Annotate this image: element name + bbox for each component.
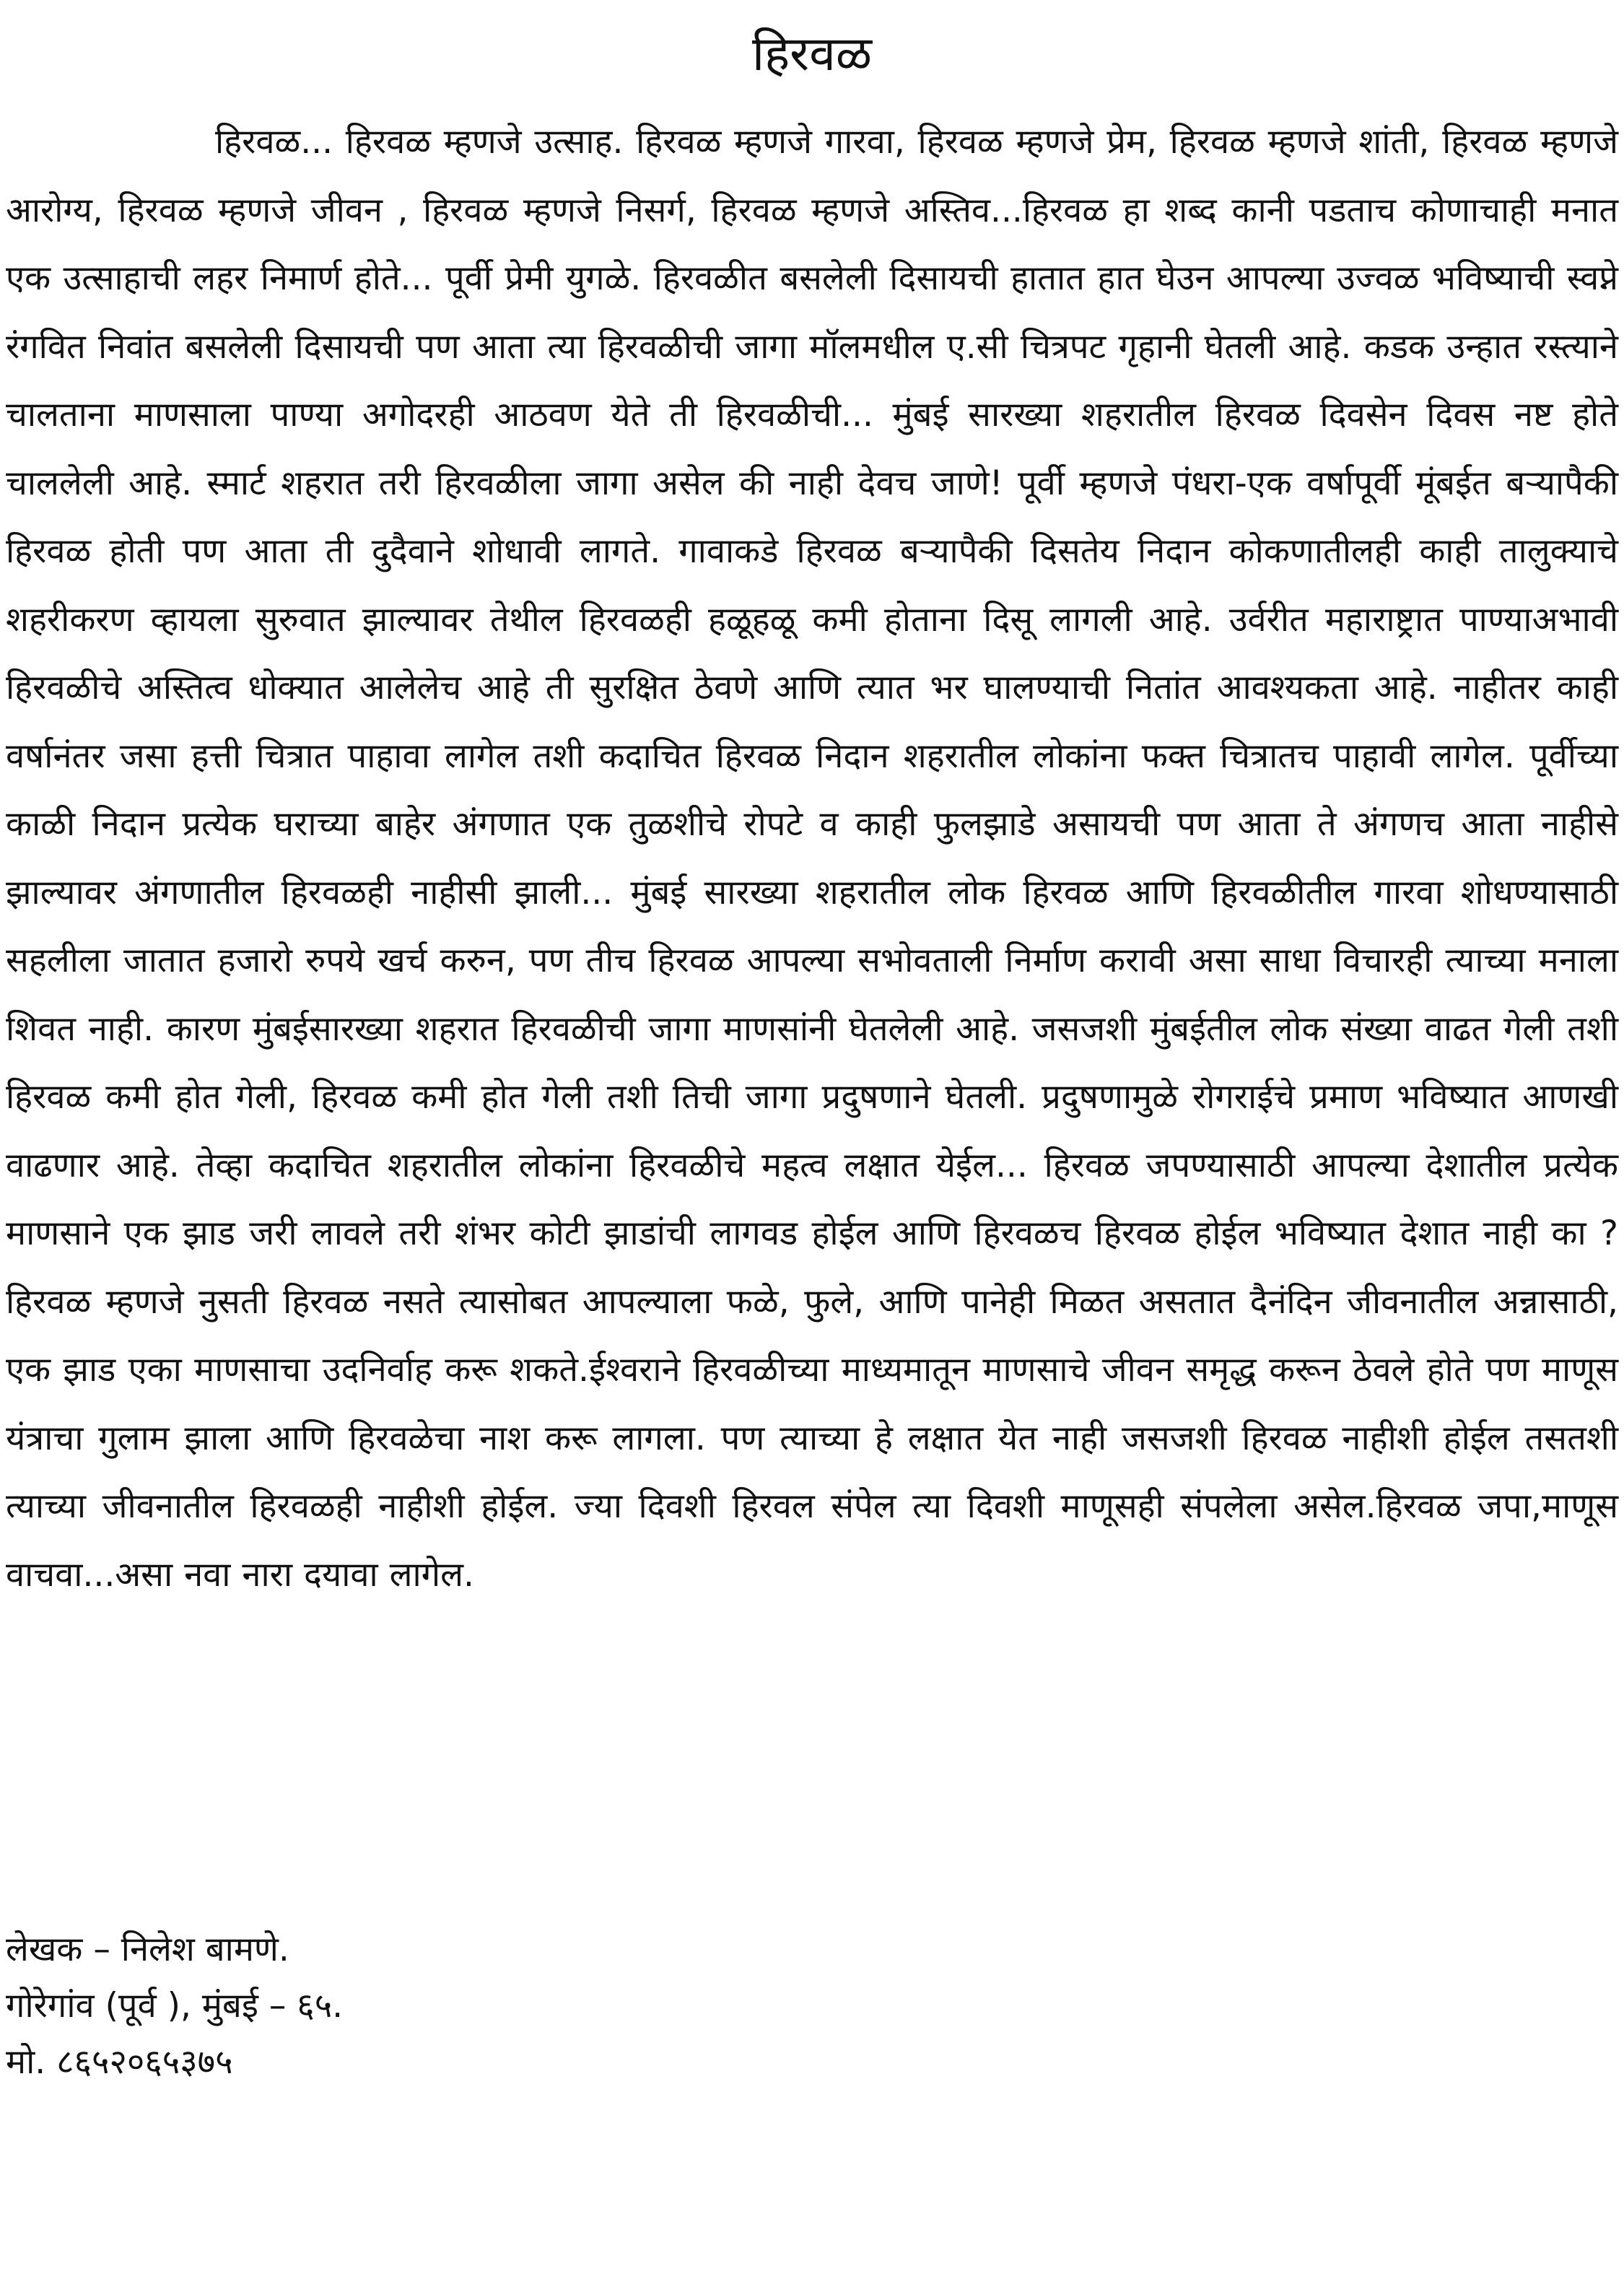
author-line: लेखक – निलेश बामणे. [6,1930,289,1969]
body-paragraph: हिरवळ... हिरवळ म्हणजे उत्साह. हिरवळ म्हणजे गारवा, हिरवळ म्हणजे प्रेम, हिरवळ म्हणजे शांती, हिरवळ म्हणजे आरोग्य, हिरवळ म्हणजे जीवन , हिरवळ म्हणजे निसर्ग, हिरवळ म्हणजे अस्तिव...हिरवळ हा शब्द कानी पडताच कोणाचाही मनात एक उत्साहाची लहर निमार्ण होते... पूर्वी प्रेमी युगळे. हिरवळीत बसलेली दिसायची हातात हात घेउन आपल्या उज्वळ भविष्याची स्वप्ने रंगवित निवांत बसलेली दिसायची पण आता त्या हिरवळीची जागा मॉलमधील ए.सी चित्रपट गृहानी घेतली आहे. कडक उन्हात रस्त्याने चालताना माणसाला पाण्या अगोदरही आठवण येते ती हिरवळीची... मुंबई सारख्या शहरातील हिरवळ दिवसेन दिवस नष्ट होते चाललेली आहे. स्मार्ट शहरात तरी हिरवळीला जागा असेल की नाही देवच जाणे! पूर्वी म्हणजे पंधरा-एक वर्षापूर्वी मूंबईत बऱ्यापैकी हिरवळ होती पण आता ती दुदैवाने शोधावी लागते. गावाकडे हिरवळ बऱ्यापैकी दिसतेय निदान कोकणातीलही काही तालुक्याचे शहरीकरण व्हायला सुरुवात झाल्यावर तेथील हिरवळही हळूहळू कमी होताना दिसू लागली आहे. उर्वरीत महाराष्ट्रात पाण्याअभावी हिरवळीचे अस्तित्व धोक्यात आलेलेच आहे ती सुरक्षित ठेवणे आणि त्यात भर घालण्याची नितांत आवश्यकता आहे. नाहीतर काही वर्षानंतर जसा हत्ती चित्रात पाहावा लागेल तशी कदाचित हिरवळ निदान शहरातील लोकांना फक्त चित्रातच पाहावी लागेल. पूर्वीच्या काळी निदान प्रत्येक घराच्या बाहेर अंगणात एक तुळशीचे रोपटे व काही फुलझाडे असायची पण आता ते अंगणच आता नाहीसे झाल्यावर अंगणातील हिरवळही नाहीसी झाली... मुंबई सारख्या शहरातील लोक हिरवळ आणि हिरवळीतील गारवा शोधण्यासाठी सहलीला जातात हजारो रुपये खर्च करुन, पण तीच हिरवळ आपल्या सभोवताली निर्माण करावी असा साधा विचारही त्याच्या मनाला शिवत नाही. कारण मुंबईसारख्या शहरात हिरवळीची जागा माणसांनी घेतलेली आहे. जसजशी मुंबईतील लोक संख्या वाढत गेली तशी हिरवळ कमी होत गेली, हिरवळ कमी होत गेली तशी तिची जागा प्रदुषणाने घेतली. प्रदुषणामुळे रोगराईचे प्रमाण भविष्यात आणखी वाढणार आहे. तेव्हा कदाचित शहरातील लोकांना हिरवळीचे महत्व लक्षात येईल... हिरवळ जपण्यासाठी आपल्या देशातील प्रत्येक माणसाने एक झाड जरी लावले तरी शंभर कोटी झाडांची लागवड होईल आणि हिरवळच हिरवळ होईल भविष्यात देशात नाही का ? हिरवळ म्हणजे नुसती हिरवळ नसते त्यासोबत आपल्याला फळे, फुले, आणि पानेही मिळत असतात दैनंदिन जीवनातील अन्नासाठी, एक झाड एका माणसाचा उदनिर्वाह करू शकते.ईश्वराने हिरवळीच्या माध्यमातून माणसाचे जीवन समृद्ध करून ठेवले होते पण माणूस यंत्राचा गुलाम झाला आणि हिरवळेचा नाश करू लागला. पण त्याच्या हे लक्षात येत नाही जसजशी हिरवळ नाहीशी होईल तसतशी त्याच्या जीवनातील हिरवळही नाहीशी होईल. ज्या दिवशी हिरवल संपेल त्या दिवशी माणूसही संपलेला असेल.हिरवळ जपा,माणूस वाचवा...असा नवा नारा दयावा लागेल. [6,122,1618,1595]
document-title: हिरवळ [752,26,872,82]
address-line: गोरेगांव (पूर्व ), मुंबई – ६५. [6,1986,344,2026]
signature-block [6,1922,1594,2091]
phone-line: मो. ८६५२०६५३७५ [6,2042,233,2082]
